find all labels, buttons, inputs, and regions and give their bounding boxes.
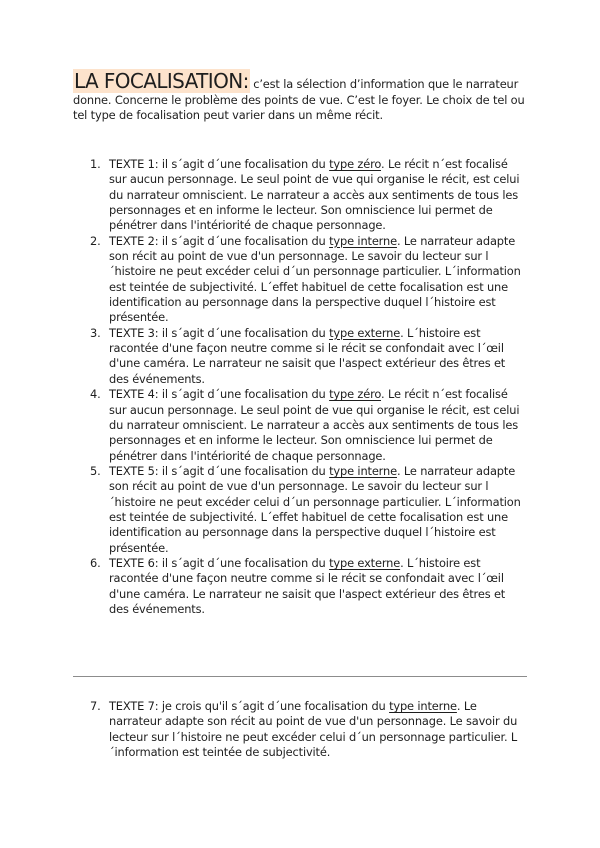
focalisation-type: type zéro xyxy=(329,387,382,402)
item-text-start: TEXTE 7: je crois qu'il s´agit d´une focalisation du xyxy=(109,699,390,713)
item-text-end: . L´histoire est racontée d'une façon neutre comme si le récit se confondait avec l´œil d'une caméra. Le narrateur ne saisit que l'aspect extérieur des êtres et des événements. xyxy=(109,555,506,616)
item-text-end: . Le narrateur adapte son récit au point de vue d'un personnage. Le savoir du lecteur sur l´histoire ne peut excéder celui d´un personnage particulier. L´information est teintée de subjectivité. L´effet habituel de cette focalisation est une identification au personnage dans la perspective duquel l´histoire est présentée. xyxy=(109,233,521,325)
horizontal-divider xyxy=(73,676,527,677)
item-text-end: . Le narrateur adapte son récit au point de vue d'un personnage. Le savoir du lecteur sur l´histoire ne peut excéder celui d´un personnage particulier. L´information est teintée de subjectivité. L´effet habituel de cette focalisation est une identification au personnage dans la perspective duquel l´histoire est présentée. xyxy=(109,463,521,555)
item-number: 3. xyxy=(90,325,101,340)
item-number: 2. xyxy=(90,233,101,248)
item-number: 4. xyxy=(90,387,101,402)
texts-list-continued xyxy=(73,699,528,760)
list-item-3 xyxy=(73,326,528,387)
item-text-start: TEXTE 1: il s´agit d´une focalisation du xyxy=(109,157,330,171)
item-text-start: TEXTE 6: il s´agit d´une focalisation du xyxy=(109,555,330,570)
item-text-start: TEXTE 2: il s´agit d´une focalisation du xyxy=(109,233,330,248)
focalisation-type: type interne xyxy=(329,233,397,248)
focalisation-type: type interne xyxy=(329,463,397,478)
intro-paragraph xyxy=(73,70,533,124)
section-title: LA FOCALISATION: xyxy=(74,69,249,93)
item-text-end: . Le narrateur adapte son récit au point de vue d'un personnage. Le savoir du lecteur sur l´histoire ne peut excéder celui d´un personnage particulier. L´information est teintée de subjectivité. xyxy=(109,699,518,760)
item-text-start: TEXTE 4: il s´agit d´une focalisation du xyxy=(109,387,330,402)
texts-list xyxy=(73,157,528,617)
focalisation-type: type zéro xyxy=(329,157,382,171)
item-number: 1. xyxy=(90,157,101,171)
item-number: 5. xyxy=(90,463,101,478)
list-item-5 xyxy=(73,464,528,556)
intro-text: c’est la sélection d’information que le narrateur donne. Concerne le problème des points de vue. C’est le foyer. Le choix de tel ou tel type de focalisation peut varier dans un même récit. xyxy=(73,77,525,123)
item-text-end: . Le récit n´est focalisé sur aucun personnage. Le seul point de vue qui organise le récit, est celui du narrateur omniscient. Le narrateur a accès aux sentiments de tous les personnages et en informe le lecteur. Son omniscience lui permet de pénétrer dans l'intériorité de chaque personnage. xyxy=(109,387,520,463)
item-text-end: . L´histoire est racontée d'une façon neutre comme si le récit se confondait avec l´œil d'une caméra. Le narrateur ne saisit que l'aspect extérieur des êtres et des événements. xyxy=(109,325,506,386)
list-item-6 xyxy=(73,556,528,617)
item-text-end: . Le récit n´est focalisé sur aucun personnage. Le seul point de vue qui organise le récit, est celui du narrateur omniscient. Le narrateur a accès aux sentiments de tous les personnages et en informe le lecteur. Son omniscience lui permet de pénétrer dans l'intériorité de chaque personnage. xyxy=(109,157,520,233)
focalisation-type: type externe xyxy=(329,555,401,570)
item-text-start: TEXTE 5: il s´agit d´une focalisation du xyxy=(109,463,330,478)
list-item-2 xyxy=(73,234,528,326)
list-item-7 xyxy=(73,699,528,760)
list-item-1 xyxy=(73,157,528,234)
list-item-4 xyxy=(73,387,528,464)
item-number: 7. xyxy=(90,699,101,713)
focalisation-type: type externe xyxy=(329,325,401,340)
item-text-start: TEXTE 3: il s´agit d´une focalisation du xyxy=(109,325,330,340)
item-number: 6. xyxy=(90,555,101,570)
focalisation-type: type interne xyxy=(389,699,457,713)
